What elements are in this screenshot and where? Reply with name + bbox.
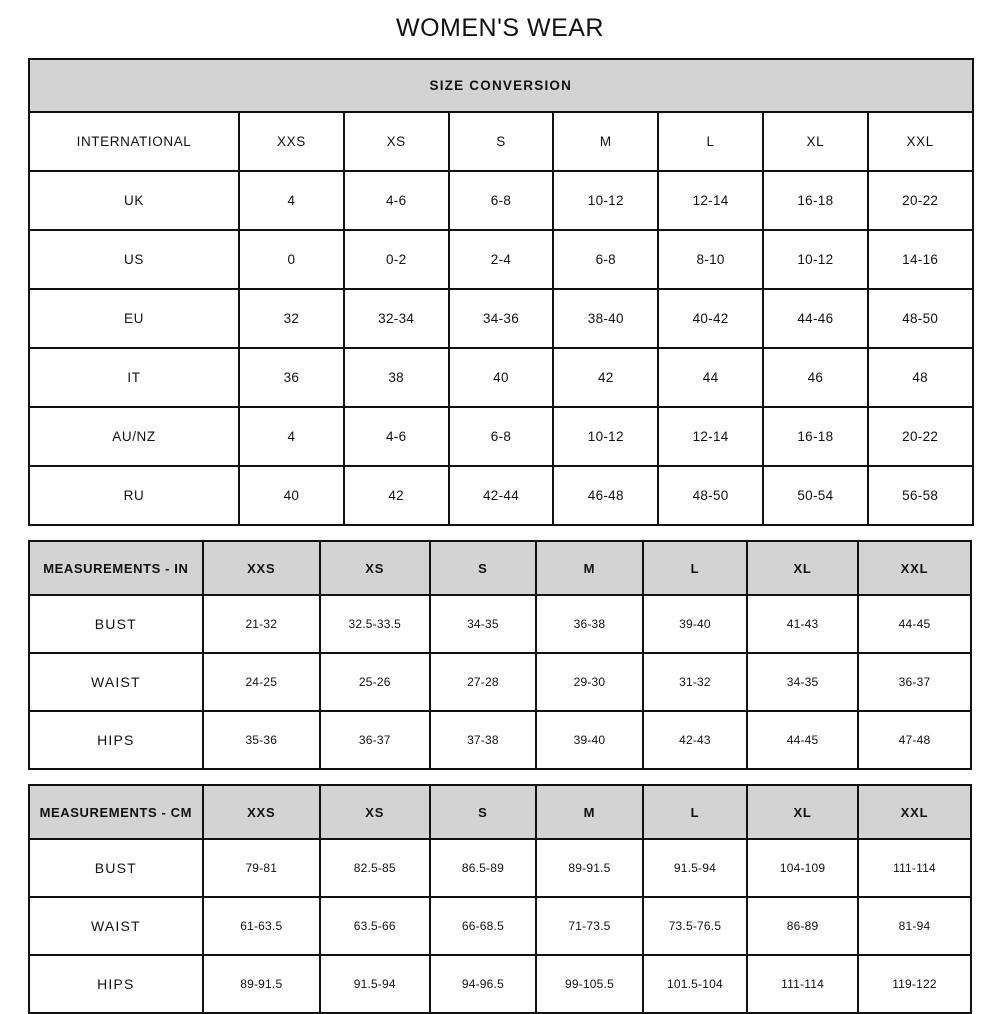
header-xl: XL <box>747 541 858 595</box>
cell: 40-42 <box>658 289 763 348</box>
cell: 32 <box>239 289 344 348</box>
cell: 91.5-94 <box>320 955 430 1013</box>
cell: 0-2 <box>344 230 449 289</box>
cell: 4 <box>239 171 344 230</box>
cell: 31-32 <box>643 653 747 711</box>
cell: 34-35 <box>430 595 537 653</box>
cell: 37-38 <box>430 711 537 769</box>
cell: 61-63.5 <box>203 897 320 955</box>
header-xs: XS <box>320 541 430 595</box>
table-row <box>29 171 973 230</box>
cell: 73.5-76.5 <box>643 897 747 955</box>
cell: 12-14 <box>658 171 763 230</box>
cell: 8-10 <box>658 230 763 289</box>
cell: 34-36 <box>449 289 554 348</box>
cell: 86.5-89 <box>430 839 537 897</box>
table-row <box>29 407 973 466</box>
header-s: S <box>430 785 537 839</box>
table-row <box>29 230 973 289</box>
cell: 44 <box>658 348 763 407</box>
header-l: L <box>643 785 747 839</box>
cell: 12-14 <box>658 407 763 466</box>
cell: 20-22 <box>868 407 973 466</box>
cell: 119-122 <box>858 955 971 1013</box>
table-row <box>29 653 971 711</box>
cell: 40 <box>239 466 344 525</box>
cell: 44-45 <box>858 595 971 653</box>
cell: 71-73.5 <box>536 897 643 955</box>
row-label: HIPS <box>29 955 203 1013</box>
cell: 48-50 <box>658 466 763 525</box>
table-row <box>29 955 971 1013</box>
cell: 10-12 <box>553 407 658 466</box>
header-s: S <box>449 112 554 171</box>
row-label: IT <box>29 348 239 407</box>
cell: 16-18 <box>763 171 868 230</box>
cell: 36-37 <box>858 653 971 711</box>
cell: 21-32 <box>203 595 320 653</box>
header-xxs: XXS <box>203 785 320 839</box>
cell: 91.5-94 <box>643 839 747 897</box>
cell: 56-58 <box>868 466 973 525</box>
row-label: HIPS <box>29 711 203 769</box>
cell: 94-96.5 <box>430 955 537 1013</box>
size-conversion-banner: SIZE CONVERSION <box>29 59 973 112</box>
page-title: WOMEN'S WEAR <box>396 14 604 42</box>
table-row <box>29 595 971 653</box>
cell: 14-16 <box>868 230 973 289</box>
cell: 104-109 <box>747 839 858 897</box>
header-xxl: XXL <box>858 541 971 595</box>
cell: 44-46 <box>763 289 868 348</box>
size-chart-page <box>0 10 1000 1010</box>
cell: 24-25 <box>203 653 320 711</box>
row-label: WAIST <box>29 653 203 711</box>
cell: 27-28 <box>430 653 537 711</box>
cell: 46-48 <box>553 466 658 525</box>
cell: 101.5-104 <box>643 955 747 1013</box>
cell: 41-43 <box>747 595 858 653</box>
cell: 36 <box>239 348 344 407</box>
cell: 81-94 <box>858 897 971 955</box>
measurements-in-table <box>28 540 972 770</box>
cell: 40 <box>449 348 554 407</box>
header-s: S <box>430 541 537 595</box>
cell: 6-8 <box>449 407 554 466</box>
measurements-cm-table <box>28 784 972 1014</box>
table-header-row <box>29 541 971 595</box>
cell: 111-114 <box>858 839 971 897</box>
table-row <box>29 897 971 955</box>
header-measurements-cm: MEASUREMENTS - CM <box>29 785 203 839</box>
header-m: M <box>536 541 643 595</box>
table-row <box>29 711 971 769</box>
header-m: M <box>536 785 643 839</box>
cell: 42-44 <box>449 466 554 525</box>
cell: 89-91.5 <box>203 955 320 1013</box>
row-label: US <box>29 230 239 289</box>
header-xxs: XXS <box>203 541 320 595</box>
cell: 4 <box>239 407 344 466</box>
cell: 10-12 <box>553 171 658 230</box>
header-measurements-in: MEASUREMENTS - IN <box>29 541 203 595</box>
row-label: RU <box>29 466 239 525</box>
section-spacer <box>28 526 972 540</box>
cell: 4-6 <box>344 171 449 230</box>
cell: 66-68.5 <box>430 897 537 955</box>
row-label: EU <box>29 289 239 348</box>
cell: 82.5-85 <box>320 839 430 897</box>
cell: 99-105.5 <box>536 955 643 1013</box>
header-international: INTERNATIONAL <box>29 112 239 171</box>
table-banner-row <box>29 59 973 112</box>
cell: 25-26 <box>320 653 430 711</box>
section-spacer <box>28 770 972 784</box>
cell: 36-37 <box>320 711 430 769</box>
cell: 63.5-66 <box>320 897 430 955</box>
header-xs: XS <box>320 785 430 839</box>
header-xl: XL <box>747 785 858 839</box>
cell: 32.5-33.5 <box>320 595 430 653</box>
cell: 10-12 <box>763 230 868 289</box>
cell: 2-4 <box>449 230 554 289</box>
table-header-row <box>29 112 973 171</box>
header-xxl: XXL <box>858 785 971 839</box>
cell: 34-35 <box>747 653 858 711</box>
cell: 86-89 <box>747 897 858 955</box>
cell: 29-30 <box>536 653 643 711</box>
cell: 38-40 <box>553 289 658 348</box>
cell: 39-40 <box>536 711 643 769</box>
cell: 0 <box>239 230 344 289</box>
row-label: BUST <box>29 595 203 653</box>
row-label: AU/NZ <box>29 407 239 466</box>
cell: 32-34 <box>344 289 449 348</box>
cell: 35-36 <box>203 711 320 769</box>
cell: 42 <box>553 348 658 407</box>
cell: 111-114 <box>747 955 858 1013</box>
header-xxs: XXS <box>239 112 344 171</box>
table-row <box>29 466 973 525</box>
row-label: WAIST <box>29 897 203 955</box>
header-xxl: XXL <box>868 112 973 171</box>
header-l: L <box>658 112 763 171</box>
header-l: L <box>643 541 747 595</box>
cell: 89-91.5 <box>536 839 643 897</box>
cell: 48-50 <box>868 289 973 348</box>
row-label: UK <box>29 171 239 230</box>
header-xl: XL <box>763 112 868 171</box>
cell: 36-38 <box>536 595 643 653</box>
cell: 48 <box>868 348 973 407</box>
table-row <box>29 839 971 897</box>
header-m: M <box>553 112 658 171</box>
cell: 46 <box>763 348 868 407</box>
header-xs: XS <box>344 112 449 171</box>
table-row <box>29 348 973 407</box>
table-row <box>29 289 973 348</box>
cell: 38 <box>344 348 449 407</box>
cell: 50-54 <box>763 466 868 525</box>
cell: 44-45 <box>747 711 858 769</box>
cell: 16-18 <box>763 407 868 466</box>
cell: 42-43 <box>643 711 747 769</box>
row-label: BUST <box>29 839 203 897</box>
cell: 6-8 <box>449 171 554 230</box>
cell: 79-81 <box>203 839 320 897</box>
cell: 20-22 <box>868 171 973 230</box>
cell: 42 <box>344 466 449 525</box>
size-conversion-table <box>28 58 974 526</box>
cell: 6-8 <box>553 230 658 289</box>
cell: 4-6 <box>344 407 449 466</box>
table-header-row <box>29 785 971 839</box>
cell: 39-40 <box>643 595 747 653</box>
cell: 47-48 <box>858 711 971 769</box>
